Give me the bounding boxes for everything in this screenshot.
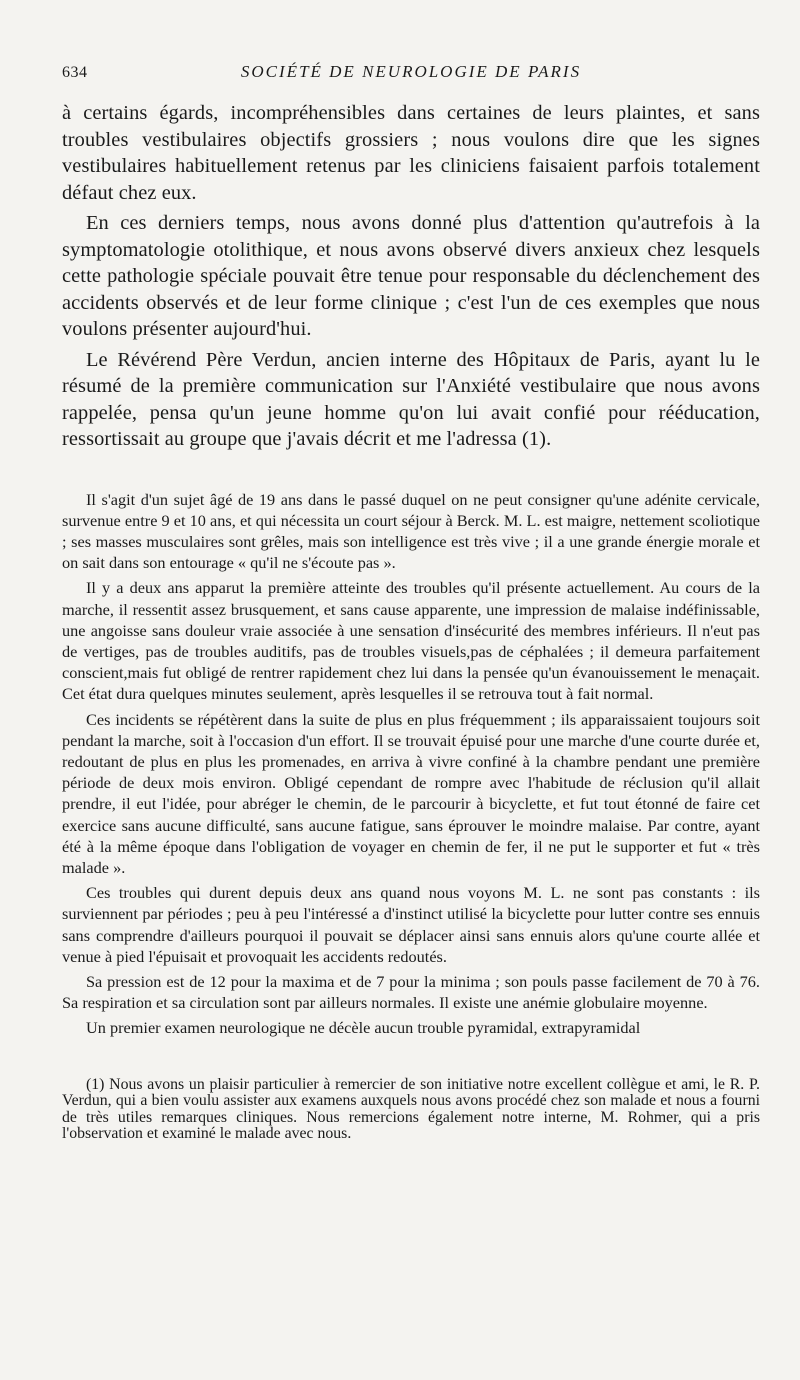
main-text: [62, 100, 760, 453]
observation-paragraph: Ces troubles qui durent depuis deux ans quand nous voyons M. L. ne sont pas constants : ils surviennent par périodes ; peu à peu l'intéressé a d'instinct utilisé la bicyclette pour lutter contre ses ennuis sans comprendre d'ailleurs pourquoi il pouvait se déplacer ainsi sans ennuis alors qu'une courte allée et venue à pied l'épuisait et provoquait les accidents redoutés.: [62, 883, 760, 966]
observation-paragraph: Un premier examen neurologique ne décèle aucun trouble pyramidal, extrapyramidal: [86, 1018, 641, 1038]
observation-paragraph: Sa pression est de 12 pour la maxima et de 7 pour la minima ; son pouls passe facilement de 70 à 76. Sa respiration et sa circulation sont par ailleurs normales. Il existe une anémie globulaire moyenne.: [62, 971, 760, 1013]
main-paragraph: En ces derniers temps, nous avons donné plus d'attention qu'autrefois à la symptomatologie otolithique, et nous avons observé divers anxieux chez lesquels cette pathologie spéciale pouvait être tenue pour responsable du déclenchement des accidents observés et de leur forme clinique ; c'est l'un de ces exemples que nous voulons présenter aujourd'hui.: [62, 212, 760, 340]
page-number: 634: [62, 64, 88, 81]
footnote: [62, 1077, 760, 1143]
document-page: [62, 62, 760, 1143]
observation-paragraph: Ces incidents se répétèrent dans la suite de plus en plus fréquemment ; ils apparaissaient toujours soit pendant la marche, soit à l'occasion d'un effort. Il se trouvait épuisé pour une marche d'une courte durée et, redoutant de plus en plus les promenades, en arriva à vivre confiné à la chambre pendant une première période de deux mois environ. Obligé cependant de rompre avec l'habitude de réclusion qu'il allait prendre, il eut l'idée, pour abréger le chemin, de le parcourir à bicyclette, et fut tout étonné de faire cet exercice sans aucune difficulté, sans aucune fatigue, sans éprouver le moindre malaise. Par contre, ayant été à la même époque dans l'obligation de voyager en chemin de fer, il ne put le supporter et fut « très malade ».: [62, 709, 760, 877]
footnote-text: (1) Nous avons un plaisir particulier à remercier de son initiative notre excellent collègue et ami, le R. P. Verdun, qui a bien voulu assister aux examens auxquels nous avons procédé chez son malade et nous a fourni de très utiles remarques cliniques. Nous remercions également notre interne, M. Rohmer, qui a pris l'observation et examiné le malade avec nous.: [62, 1075, 760, 1143]
case-observation: [62, 489, 760, 1039]
observation-paragraph: Il s'agit d'un sujet âgé de 19 ans dans le passé duquel on ne peut consigner qu'une adénite cervicale, survenue entre 9 et 10 ans, et qui nécessita un court séjour à Berck. M. L. est maigre, nettement scoliotique ; ses masses musculaires sont grêles, mais son intelligence est très vive ; il a une grande énergie morale et on sait dans son entourage « qu'il ne s'écoute pas ».: [62, 489, 760, 573]
main-paragraph: Le Révérend Père Verdun, ancien interne des Hôpitaux de Paris, ayant lu le résumé de la première communication sur l'Anxiété vestibulaire que nous avons rappelée, pensa qu'un jeune homme qu'on lui avait confié pour rééducation, ressortissait au groupe que j'avais décrit et me l'adressa (1).: [62, 348, 760, 450]
main-paragraph: à certains égards, incompréhensibles dans certaines de leurs plaintes, et sans troubles vestibulaires objectifs grossiers ; nous voulons dire que les signes vestibulaires habituellement retenus par les cliniciens faisaient parfois totalement défaut chez eux.: [62, 102, 760, 204]
observation-paragraph: Il y a deux ans apparut la première atteinte des troubles qu'il présente actuellement. Au cours de la marche, il ressentit assez brusquement, et sans cause apparente, une impression de malaise indéfinissable, une angoisse sans douleur vraie associée à une sensation d'insécurité des membres inférieurs. Il n'eut pas de vertiges, pas de troubles auditifs, pas de troubles visuels,pas de céphalées ; il demeura parfaitement conscient,mais fut obligé de rentrer rapidement chez lui dans la pensée qu'un évanouissement le menaçait. Cet état dura quelques minutes seulement, après lesquelles il se retrouva tout à fait normal.: [62, 578, 760, 704]
running-title: SOCIÉTÉ DE NEUROLOGIE DE PARIS: [240, 62, 582, 81]
page-header: [62, 62, 760, 92]
